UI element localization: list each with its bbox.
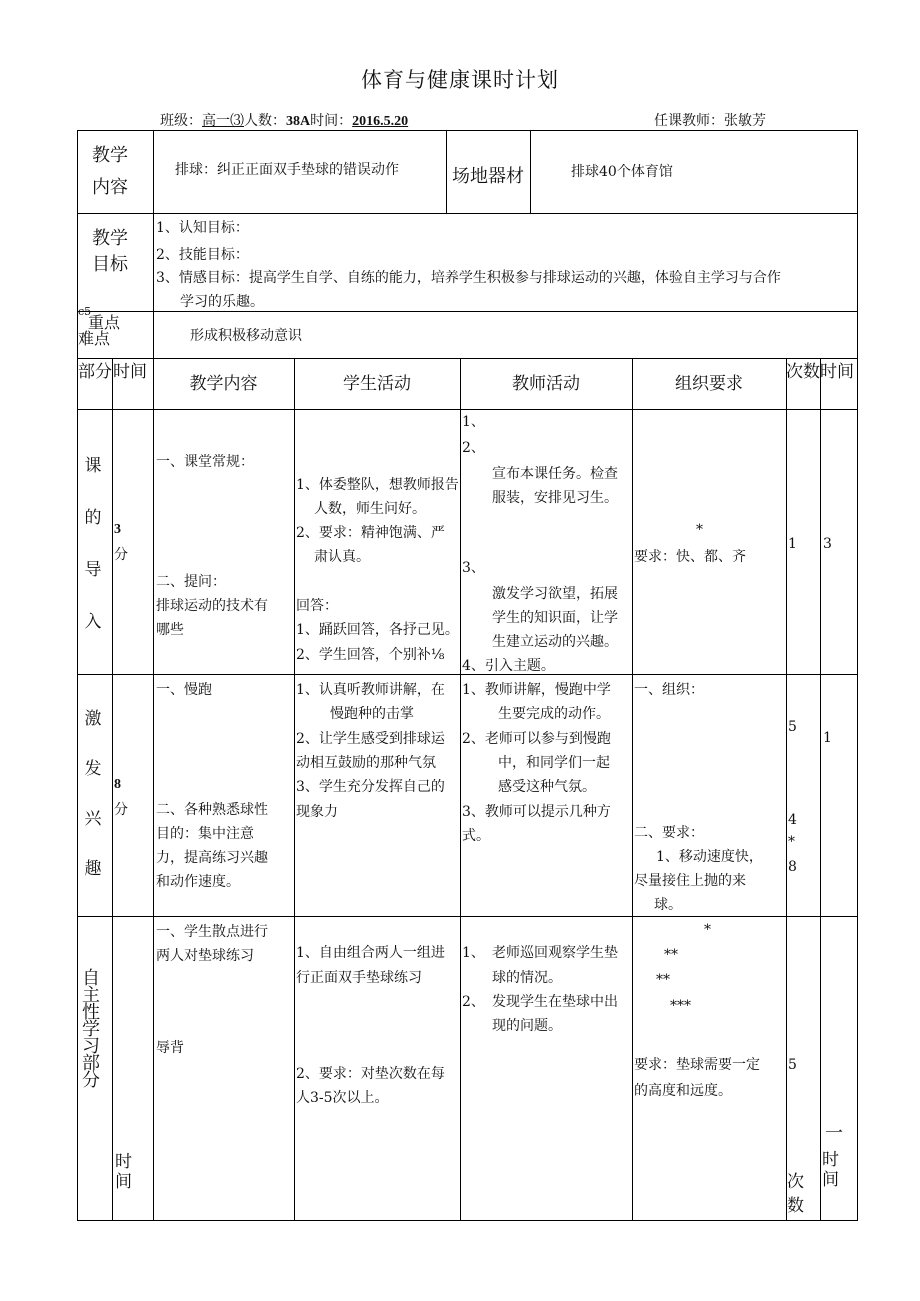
sec1-org-star: * xyxy=(696,522,703,538)
sec3-org-s2: ** xyxy=(664,947,678,963)
sec1-tea-2: 2、 xyxy=(462,440,485,456)
goals-label-text: 教学目标 xyxy=(92,228,128,275)
sec3-tea-1b: 老师巡回观察学生垫 xyxy=(492,945,618,961)
key-label-b: 难点 xyxy=(78,329,111,348)
goal-2: 2、技能目标： xyxy=(156,247,249,263)
sec2-time: 1 xyxy=(823,730,832,746)
sec1-tea-1: 1、 xyxy=(462,414,485,430)
sec3-org-s3: ** xyxy=(656,972,670,988)
sec2-tea-2: 生要完成的动作。 xyxy=(498,706,610,722)
sec3-stu-1: 1、自由组合两人一组进 xyxy=(296,945,445,961)
sec3-content-c: 辱背 xyxy=(156,1040,184,1056)
header-teacher: 教师活动 xyxy=(512,374,580,394)
sec2-count-b: 4 xyxy=(788,812,797,828)
sec3-time-word2: 时间 xyxy=(822,1150,839,1190)
sec2-stu-1: 1、认真听教师讲解，在 xyxy=(296,682,445,698)
sec2-time-num: 8 xyxy=(114,777,121,792)
sec2-content-c: 目的：集中注意 xyxy=(156,826,254,842)
sec3-tea-3: 2、 xyxy=(462,994,485,1010)
sec1-time: 3 xyxy=(823,536,832,552)
sec1-content-c: 排球运动的技术有 xyxy=(156,598,268,614)
header-part: 部分 xyxy=(78,362,112,382)
header-org: 组织要求 xyxy=(675,374,743,394)
class-label: 班级： xyxy=(160,113,202,129)
equip-value: 排球40个体育馆 xyxy=(571,164,673,180)
sec1-part: 课的导入 xyxy=(84,456,102,632)
sec3-org-req2: 的高度和远度。 xyxy=(634,1083,732,1099)
sec2-part: 激发兴趣 xyxy=(84,709,102,879)
sec2-org-3: 1、移动速度快， xyxy=(656,849,763,865)
sec3-org-s4: *** xyxy=(670,998,691,1014)
sec1-stu-5: 回答： xyxy=(296,598,338,614)
sec3-tea-3b: 发现学生在垫球中出 xyxy=(492,994,618,1010)
goal-3b: 学习的乐趣。 xyxy=(180,294,264,310)
sec1-stu-6: 1、踊跃回答，各抒己见。 xyxy=(296,622,459,638)
goal-3: 3、情感目标：提高学生自学、自练的能力，培养学生积极参与排球运动的兴趣，体验自主学习与合作 xyxy=(156,270,781,286)
key-label-mark: c5 xyxy=(78,305,92,318)
teacher-label: 任课教师： xyxy=(654,113,724,129)
sec3-time-mark: 一 xyxy=(825,1123,843,1144)
date-value: 2016.5.20 xyxy=(352,114,409,129)
teacher-info xyxy=(654,110,766,130)
sec3-stu-4: 人3-5次以上。 xyxy=(296,1090,389,1106)
sec1-time-unit: 分 xyxy=(114,547,128,563)
goals-label xyxy=(92,226,132,278)
sec1-tea-4: 服装，安排见习生。 xyxy=(492,490,618,506)
sec1-count: 1 xyxy=(788,536,797,552)
sec1-tea-5: 3、 xyxy=(462,560,485,576)
sec3-part: 自主性学习部分 xyxy=(82,968,100,1091)
sec2-tea-6: 3、教师可以提示几种方 xyxy=(462,804,611,820)
sec3-tea-1: 1、 xyxy=(462,945,485,961)
class-info xyxy=(160,110,408,130)
sec2-stu-2: 慢跑种的击掌 xyxy=(330,706,414,722)
sec3-time-word: 时间 xyxy=(115,1152,132,1192)
sec2-tea-5: 感受这种气氛。 xyxy=(498,779,596,795)
page-title: 体育与健康课时计划 xyxy=(361,68,559,92)
sec2-org-4: 尽量接住上抛的来 xyxy=(634,873,746,889)
content-label xyxy=(92,140,142,204)
time-label: 时间： xyxy=(310,113,353,129)
sec3-tea-2: 球的情况。 xyxy=(492,970,562,986)
count-value: 38A xyxy=(286,114,311,129)
sec3-content-a: 一、学生散点进行 xyxy=(156,924,268,940)
sec2-stu-5: 3、学生充分发挥自己的 xyxy=(296,779,445,795)
sec2-org-5: 球。 xyxy=(654,897,682,913)
sec1-tea-3: 宣布本课任务。检查 xyxy=(492,466,618,482)
equip-label: 场地器材 xyxy=(452,166,524,187)
header-count: 次数 xyxy=(786,362,820,382)
sec1-time-num: 3 xyxy=(114,522,121,537)
key-value: 形成积极移动意识 xyxy=(190,328,302,344)
sec2-tea-4: 中，和同学们一起 xyxy=(498,755,610,771)
sec3-content-b: 两人对垫球练习 xyxy=(156,948,254,964)
sec3-tea-4: 现的问题。 xyxy=(492,1018,562,1034)
sec2-count-c: * xyxy=(788,834,795,850)
sec3-count-word: 次数 xyxy=(787,1172,804,1216)
key-label-a: 重点 xyxy=(88,313,121,332)
sec1-stu-3: 2、要求：精神饱满、严 xyxy=(296,525,445,541)
sec1-content-a: 一、课堂常规： xyxy=(156,454,254,470)
sec1-tea-8: 生建立运动的兴趣。 xyxy=(492,634,618,650)
sec2-stu-3: 2、让学生感受到排球运 xyxy=(296,731,445,747)
sec2-content-d: 力，提高练习兴趣 xyxy=(156,850,268,866)
header-time2: 时间 xyxy=(820,362,854,382)
sec2-stu-6: 现象力 xyxy=(296,804,338,820)
sec2-org-2: 二、要求： xyxy=(634,825,704,841)
content-label-text: 教学内容 xyxy=(92,145,128,198)
sec2-tea-3: 2、老师可以参与到慢跑 xyxy=(462,731,611,747)
sec2-stu-4: 动相互鼓励的那种气氛 xyxy=(296,755,436,771)
class-value: 高一⑶ xyxy=(202,113,244,129)
sec2-content-a: 一、慢跑 xyxy=(156,682,212,698)
sec1-tea-7: 学生的知识面，让学 xyxy=(492,610,618,626)
sec1-stu-7: 2、学生回答，个别补⅛ xyxy=(296,647,445,663)
sec1-stu-2: 人数，师生问好。 xyxy=(314,501,426,517)
count-label: 人数： xyxy=(244,113,286,129)
sec2-count-d: 8 xyxy=(788,859,797,875)
header-student: 学生活动 xyxy=(343,374,411,394)
sec1-stu-4: 肃认真。 xyxy=(314,549,370,565)
sec1-org-req: 要求：快、都、齐 xyxy=(634,549,746,565)
sec3-stu-3: 2、要求：对垫次数在每 xyxy=(296,1066,445,1082)
sec1-content-b: 二、提问： xyxy=(156,574,226,590)
sec3-count: 5 xyxy=(788,1057,797,1073)
sec2-count-a: 5 xyxy=(788,719,797,735)
teacher-value: 张敏芳 xyxy=(724,113,766,129)
sec2-time-unit: 分 xyxy=(114,802,128,818)
header-time: 时间 xyxy=(113,362,147,382)
sec3-stu-2: 行正面双手垫球练习 xyxy=(296,970,422,986)
sec1-tea-9: 4、引入主题。 xyxy=(462,658,555,674)
sec3-org-s1: * xyxy=(704,922,711,938)
header-content: 教学内容 xyxy=(189,374,258,394)
content-value: 排球：纠正正面双手垫球的错误动作 xyxy=(175,162,399,178)
sec1-content-d: 哪些 xyxy=(156,622,184,638)
sec2-tea-1: 1、教师讲解，慢跑中学 xyxy=(462,682,611,698)
sec2-content-e: 和动作速度。 xyxy=(156,874,240,890)
sec1-tea-6: 激发学习欲望，拓展 xyxy=(492,586,618,602)
sec2-content-b: 二、各种熟悉球性 xyxy=(156,802,268,818)
sec2-org-1: 一、组织： xyxy=(634,682,704,698)
sec1-stu-1: 1、体委整队，想教师报告 xyxy=(296,477,459,493)
sec3-org-req1: 要求：垫球需要一定 xyxy=(634,1057,760,1073)
goal-1: 1、认知目标： xyxy=(156,220,249,236)
sec2-tea-7: 式。 xyxy=(462,828,490,844)
